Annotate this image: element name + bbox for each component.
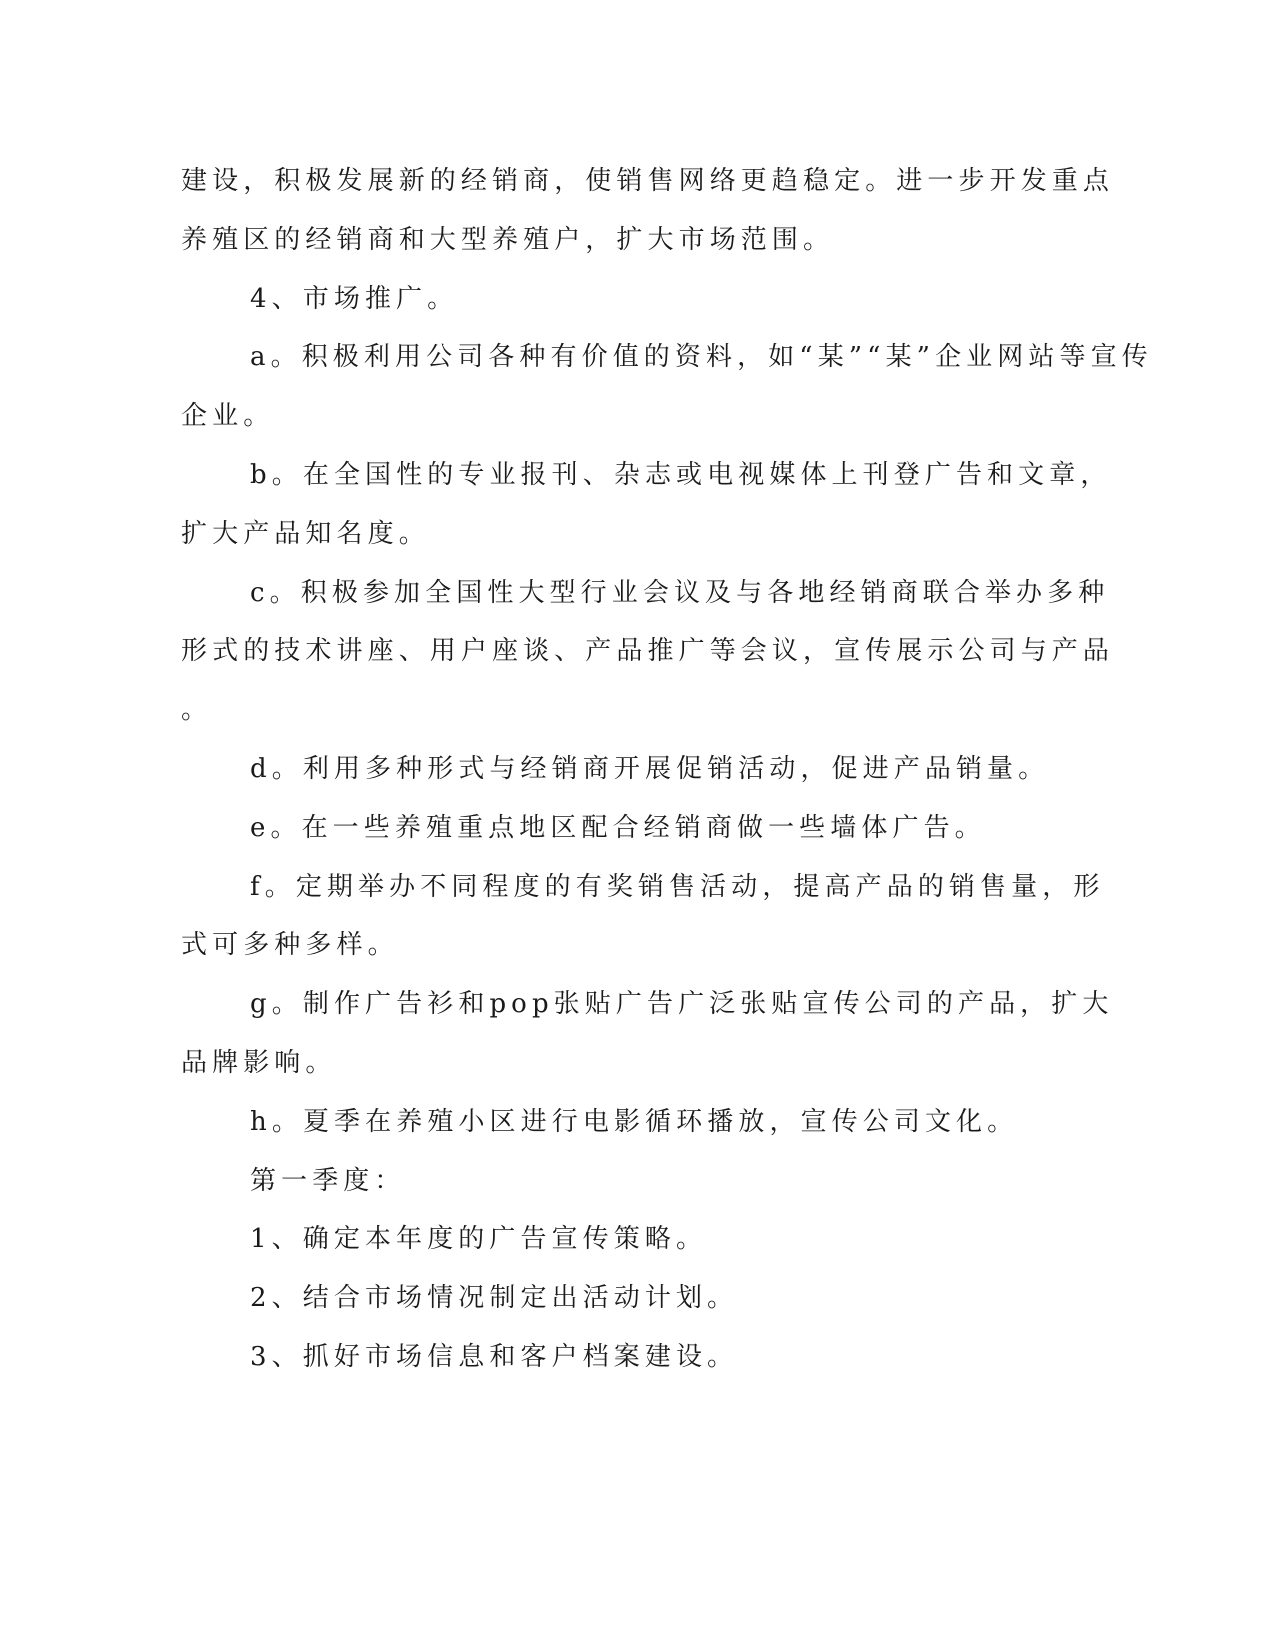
list-item-f: f。定期举办不同程度的有奖销售活动，提高产品的销售量，形 xyxy=(250,872,1105,902)
list-item-e: e。在一些养殖重点地区配合经销商做一些墙体广告。 xyxy=(250,813,986,843)
list-item-g: g。制作广告衫和pop张贴广告广泛张贴宣传公司的产品，扩大 xyxy=(250,989,1114,1019)
list-item-c: c。积极参加全国性大型行业会议及与各地经销商联合举办多种 xyxy=(250,578,1110,608)
list-item-b: b。在全国性的专业报刊、杂志或电视媒体上刊登广告和文章， xyxy=(250,460,1112,490)
quarter-heading: 第一季度： xyxy=(250,1166,406,1196)
paragraph-line: 养殖区的经销商和大型养殖户，扩大市场范围。 xyxy=(181,225,835,255)
numbered-item-3: 3、抓好市场信息和客户档案建设。 xyxy=(250,1342,739,1372)
paragraph-line: 。 xyxy=(181,695,213,725)
numbered-item-2: 2、结合市场情况制定出活动计划。 xyxy=(250,1283,739,1313)
paragraph-line: 形式的技术讲座、用户座谈、产品推广等会议，宣传展示公司与产品 xyxy=(181,636,1115,666)
section-heading: 4、市场推广。 xyxy=(250,284,459,314)
numbered-item-1: 1、确定本年度的广告宣传策略。 xyxy=(250,1224,708,1254)
list-item-h: h。夏季在养殖小区进行电影循环播放，宣传公司文化。 xyxy=(250,1107,1019,1137)
list-item-a: a。积极利用公司各种有价值的资料，如“某”“某”企业网站等宣传 xyxy=(250,342,1153,372)
paragraph-line: 式可多种多样。 xyxy=(181,930,399,960)
paragraph-line: 品牌影响。 xyxy=(181,1048,337,1078)
paragraph-line: 扩大产品知名度。 xyxy=(181,519,430,549)
paragraph-line: 企业。 xyxy=(181,401,275,431)
paragraph-line: 建设，积极发展新的经销商，使销售网络更趋稳定。进一步开发重点 xyxy=(181,166,1115,196)
list-item-d: d。利用多种形式与经销商开展促销活动，促进产品销量。 xyxy=(250,754,1050,784)
